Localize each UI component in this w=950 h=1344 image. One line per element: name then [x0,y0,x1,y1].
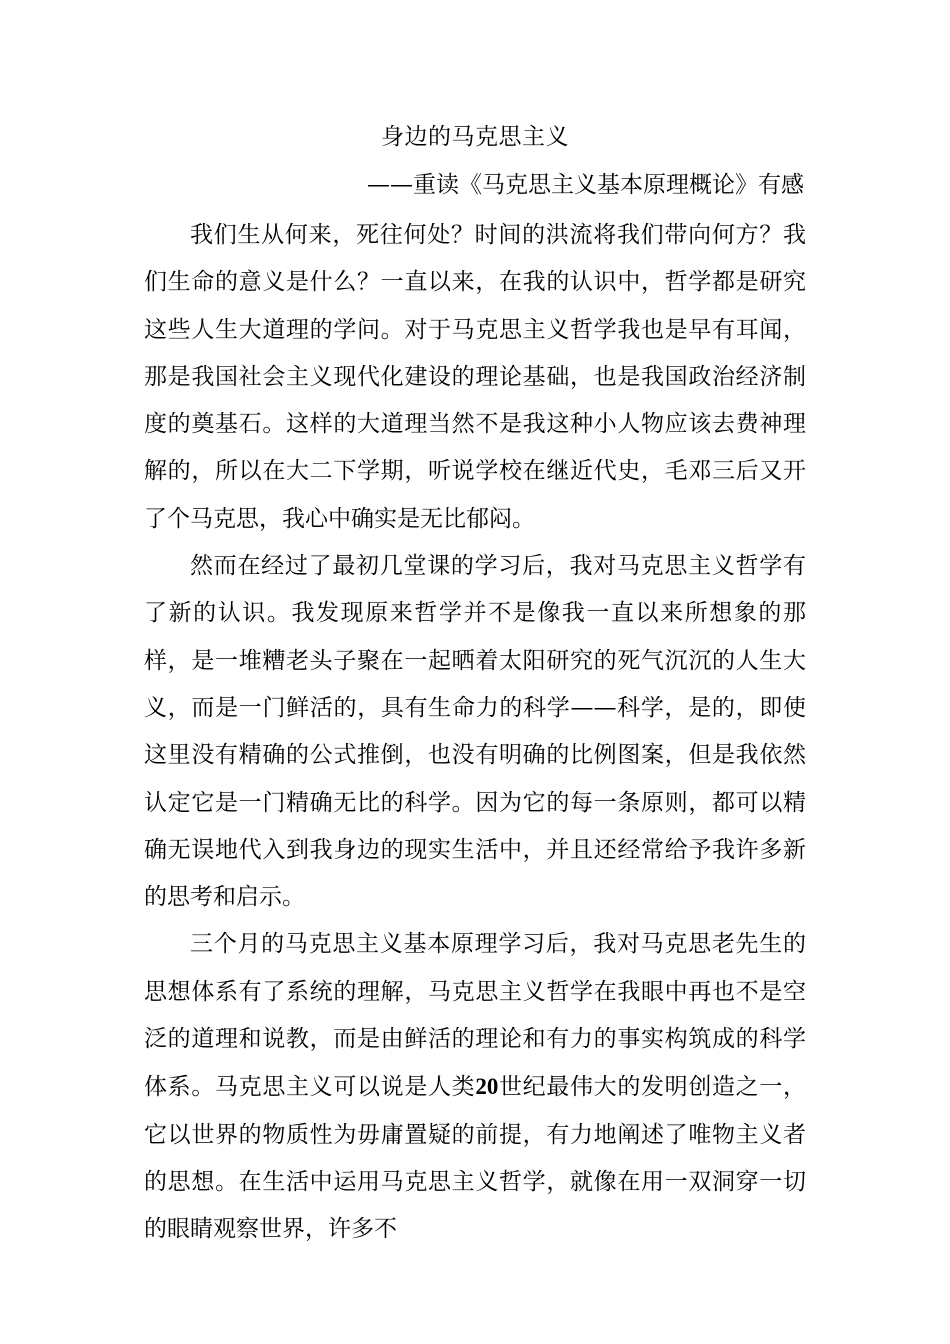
paragraph-3 [144,921,806,1253]
paragraph-1: 我们生从何来，死往何处？时间的洪流将我们带向何方？我们生命的意义是什么？一直以来，在我的认识中，哲学都是研究这些人生大道理的学问。对于马克思主义哲学我也是早有耳闻，那是我国社会主义现代化建设的理论基础，也是我国政治经济制度的奠基石。这样的大道理当然不是我这种小人物应该去费神理解的，所以在大二下学期，听说学校在继近代史，毛邓三后又开了个马克思，我心中确实是无比郁闷。 [144,222,806,532]
document-subtitle: ——重读《马克思主义基本原理概论》有感 [367,172,804,198]
paragraph-2: 然而在经过了最初几堂课的学习后，我对马克思主义哲学有了新的认识。我发现原来哲学并不是像我一直以来所想象的那样，是一堆糟老头子聚在一起晒着太阳研究的死气沉沉的人生大义，而是一门鲜活的，具有生命力的科学——科学，是的，即使这里没有精确的公式推倒，也没有明确的比例图案，但是我依然认定它是一门精确无比的科学。因为它的每一条原则，都可以精确无误地代入到我身边的现实生活中，并且还经常给予我许多新的思考和启示。 [144,553,806,911]
document-body [144,212,806,1254]
paragraph-3-text-after: 世纪最伟大的发明创造之一，它以世界的物质性为毋庸置疑的前提，有力地阐述了唯物主义者的思想。在生活中运用马克思主义哲学，就像在用一双洞穿一切的眼睛观察世界，许多不 [144,1074,807,1243]
document-title: 身边的马克思主义 [381,124,569,150]
century-number: 20 [475,1074,499,1100]
paragraph-3-text-before: 三个月的马克思主义基本原理学习后，我对马克思老先生的思想体系有了系统的理解，马克思主义哲学在我眼中再也不是空泛的道理和说教，而是由鲜活的理论和有力的事实构筑成的科学体系。马克思主义可以说是人类 [144,931,806,1101]
